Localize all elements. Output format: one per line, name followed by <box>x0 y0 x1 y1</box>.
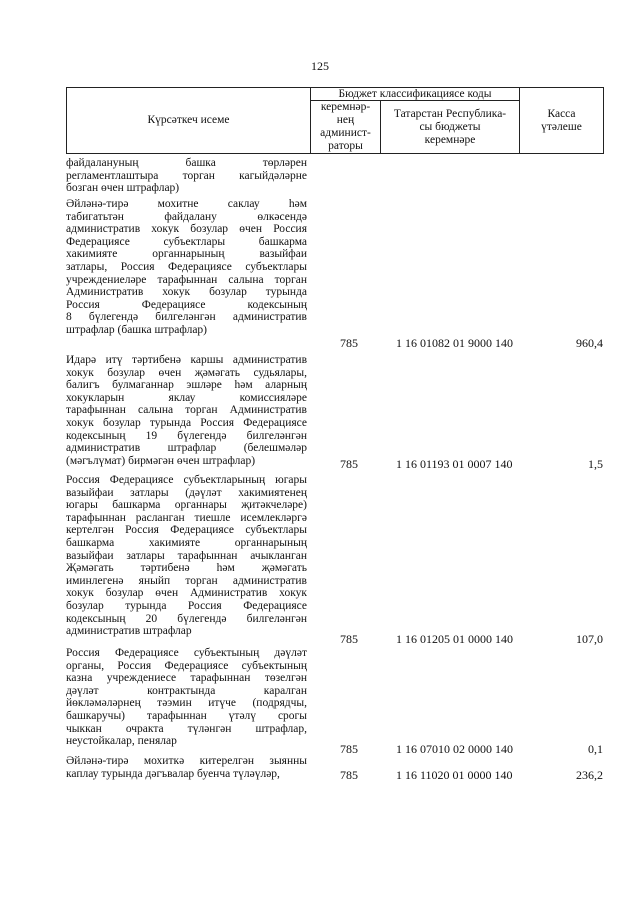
description-line: кодексының 20 бүлегендә билгеләнгән <box>66 612 307 625</box>
row-description <box>66 474 307 638</box>
admin-code: 785 <box>340 336 358 350</box>
description-line: каплау турында дәгъвалар буенча түләүләр, <box>66 767 280 780</box>
description-line: балигъ булмаганнар эшләре һәм аларның <box>66 379 307 392</box>
admin-column-header <box>310 100 381 154</box>
description-line: вазыйфаи затлары тарафыннан ачыкланган <box>66 549 307 562</box>
description-line: казна учреждениесе тарафыннан төзелгән <box>66 672 307 685</box>
cash-column-line: үтәлеше <box>541 120 582 133</box>
description-line: затлары, Россия Федерациясе субъектлары <box>66 260 307 273</box>
description-line: 8 бүлегендә билгеләнгән административ <box>66 311 307 324</box>
budget-code: 1 16 01082 01 9000 140 <box>396 336 513 350</box>
admin-column-line: керемнәр- <box>320 101 371 113</box>
description-line: башкарма хакимияте органнарының <box>66 536 307 549</box>
description-line: кертелгән Россия Федерациясе субъектлары <box>66 524 307 537</box>
description-line: хокук бозулар өчен җәмәгать судьялары, <box>66 366 307 379</box>
description-line: табигатьтән файдалану өлкәсендә <box>66 210 307 223</box>
description-line: файдалануның башка төрләрен <box>66 157 307 169</box>
description-line: тарафыннан салына торган Административ <box>66 404 307 417</box>
description-line: учреждениеләре тарафыннан салына торган <box>66 273 307 286</box>
cash-amount: 236,2 <box>576 768 603 782</box>
admin-code: 785 <box>340 768 358 782</box>
description-line: кодексының 19 бүлегендә билгеләнгән <box>66 429 307 442</box>
description-line: Россия Федерациясе кодексының <box>66 298 307 311</box>
description-line: йөкләмәләрнең тәэмин итүче (подрядчы, <box>66 697 307 710</box>
budget-code-group-header <box>310 87 520 101</box>
description-line: Идарә итү тәртибенә каршы административ <box>66 354 307 366</box>
description-line: Россия Федерациясе субъектларының югары <box>66 474 307 486</box>
row-description <box>66 647 307 748</box>
cash-column-line: Касса <box>547 107 576 120</box>
admin-column-line: нең <box>336 114 355 126</box>
description-line: дәүләт контрактында каралган <box>66 684 307 697</box>
description-line: регламентлаштыра торган кагыйдәләрне <box>66 169 307 182</box>
row-description <box>66 354 307 467</box>
description-line: неустойкалар, пенялар <box>66 735 177 748</box>
description-line: башкаручы) тарафыннан үтәлү срогы <box>66 709 307 722</box>
revenue-column-line: керемнәре <box>424 133 476 146</box>
description-line: хокукларын яклау комиссияләре <box>66 391 307 404</box>
description-line: Әйләнә-тирә мохиткә китерелгән зыянны <box>66 755 307 767</box>
page-number: 125 <box>311 59 329 73</box>
description-line: хокук бозулар турында Россия Федерациясе <box>66 416 307 429</box>
description-line: административ хокук бозулар өчен Россия <box>66 223 307 236</box>
budget-code-group-label: Бюджет классификациясе коды <box>338 87 492 100</box>
revenue-column-line: Татарстан Республика- <box>393 107 507 120</box>
description-line: (мәгълүмат) бирмәгән өчен штрафлар) <box>66 454 256 467</box>
description-line: штрафлар (башка штрафлар) <box>66 323 208 336</box>
revenue-column-header <box>380 100 520 154</box>
cash-amount: 107,0 <box>576 632 603 646</box>
description-line: хакимияте органнарының вазыйфаи <box>66 248 307 261</box>
description-line: иминлегенә яныйп торган административ <box>66 574 307 587</box>
budget-code: 1 16 11020 01 0000 140 <box>396 768 513 782</box>
description-line: Федерациясе субъектлары башкарма <box>66 235 307 248</box>
row-description <box>66 198 307 337</box>
description-line: бозулар турында Россия Федерациясе <box>66 599 307 612</box>
admin-column-line: раторы <box>328 140 363 152</box>
admin-code: 785 <box>340 457 358 471</box>
row-description <box>66 755 307 780</box>
admin-code: 785 <box>340 742 358 756</box>
cash-amount: 0,1 <box>588 742 603 756</box>
cash-amount: 1,5 <box>588 457 603 471</box>
description-line: административ штрафлар <box>66 625 192 638</box>
description-line: бозган өчен штрафлар) <box>66 182 180 195</box>
admin-column-line: админист- <box>320 127 371 139</box>
description-line: административ штрафлар (белешмәләр <box>66 442 307 455</box>
budget-code: 1 16 07010 02 0000 140 <box>396 742 513 756</box>
description-line: Россия Федерациясе субъектының дәүләт <box>66 647 307 659</box>
description-line: чыккан очракта түләнгән штрафлар, <box>66 722 307 735</box>
description-line: тарафыннан расланган тиешле исемлекләргә <box>66 511 307 524</box>
description-line: органы, Россия Федерациясе субъектының <box>66 659 307 672</box>
budget-code: 1 16 01193 01 0007 140 <box>396 457 513 471</box>
revenue-column-line: сы бюджеты <box>419 120 481 133</box>
row-description <box>66 157 307 195</box>
cash-column-header <box>519 87 604 154</box>
cash-amount: 960,4 <box>576 336 603 350</box>
description-line: югары башкарма органнары җитәкчеләре) <box>66 499 307 512</box>
description-line: Әйләнә-тирә мохитне саклау һәм <box>66 198 307 210</box>
description-line: Административ хокук бозулар турында <box>66 286 307 299</box>
admin-code: 785 <box>340 632 358 646</box>
budget-code: 1 16 01205 01 0000 140 <box>396 632 513 646</box>
name-column-header <box>66 87 311 154</box>
description-line: хокук бозулар өчен Административ хокук <box>66 587 307 600</box>
description-line: вазыйфаи затлары (дәүләт хакимиятенең <box>66 486 307 499</box>
name-column-label: Күрсәткеч исеме <box>147 114 230 126</box>
description-line: Җәмәгать тәртибенә һәм җәмәгать <box>66 562 307 575</box>
